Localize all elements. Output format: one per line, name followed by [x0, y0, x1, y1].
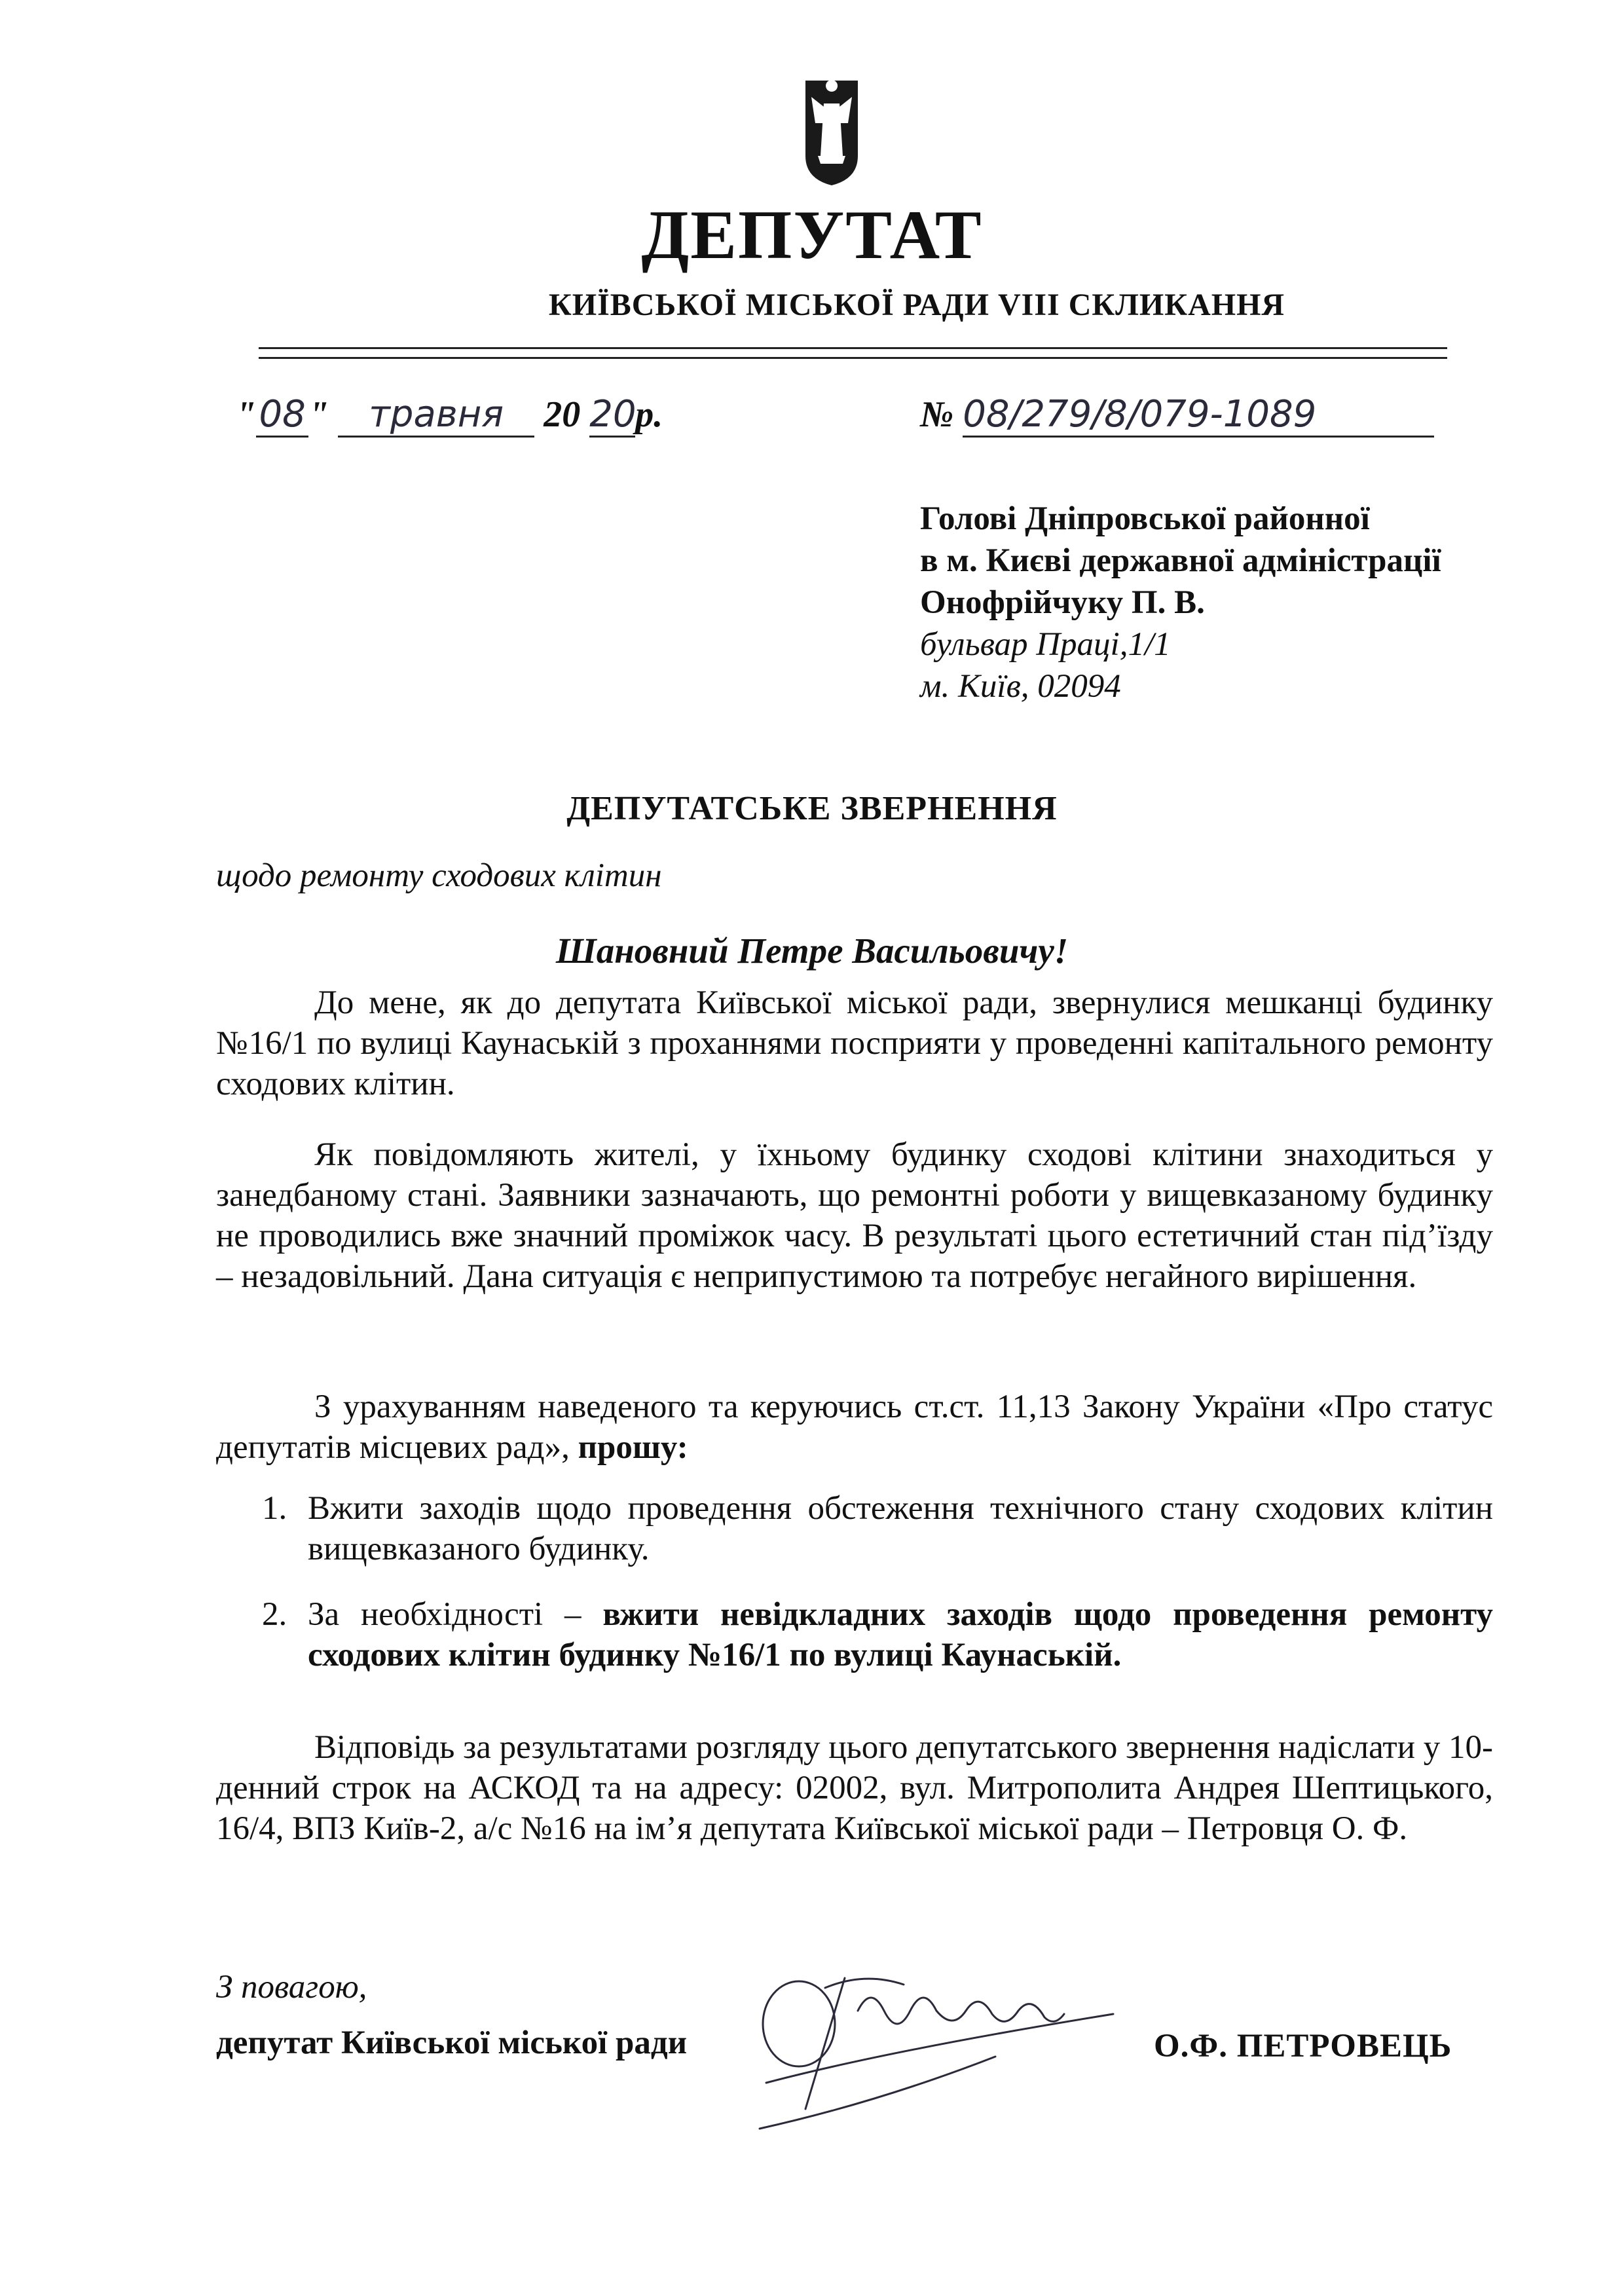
reference-label: № [920, 394, 954, 435]
letterhead-subtitle: КИЇВСЬКОЇ МІСЬКОЇ РАДИ VIII СКЛИКАННЯ [548, 288, 1285, 322]
addressee-city: м. Київ, 02094 [920, 668, 1121, 705]
date-day: 08 [256, 393, 308, 438]
body-paragraph-3 [216, 1387, 1493, 1468]
reference-line [920, 393, 1434, 438]
letterhead-rule-bottom [259, 357, 1447, 359]
date-year-abbr: р. [635, 394, 663, 435]
addressee-name: Онофрійчуку П. В. [920, 584, 1205, 621]
request-item-1 [262, 1488, 1493, 1569]
request-item-2-lead: За необхідності – [308, 1596, 603, 1633]
date-year-prefix: 20 [544, 394, 581, 435]
signer-name: О.Ф. ПЕТРОВЕЦЬ [1154, 2028, 1452, 2064]
date-month: травня [338, 393, 534, 438]
letterhead-title: ДЕПУТАТ [641, 196, 983, 273]
document-title: ДЕПУТАТСЬКЕ ЗВЕРНЕННЯ [566, 790, 1058, 827]
closing-phrase: З повагою, [216, 1969, 367, 2006]
request-item-1-number: 1. [262, 1490, 287, 1527]
body-paragraph-1: До мене, як до депутата Київської міської ради, звернулися мешканці будинку №16/1 по вулиці Каунаській з проханнями посприяти у проведенні капітального ремонту сходових клітин. [216, 984, 1493, 1102]
date-line [236, 393, 663, 438]
addressee-line-2: в м. Києві державної адміністрації [920, 542, 1441, 579]
addressee-line-1: Голові Дніпровської районної [920, 500, 1370, 537]
salutation: Шановний Петре Васильовичу! [555, 931, 1069, 971]
document-subject: щодо ремонту сходових клітин [216, 857, 662, 894]
request-item-2 [262, 1594, 1493, 1675]
letterhead-rule-top [259, 347, 1447, 349]
body-paragraph-2: Як повідомляють жителі, у їхньому будинку сходові клітини знаходиться у занедбаному стані. Заявники зазначають, що ремонтні роботи у вищевказаному будинку не проводились вже значний проміжок часу. В результаті цього естетичний стан під’їзду – незадовільний. Дана ситуація є неприпустимою та потребує негайного вирішення. [216, 1136, 1493, 1295]
request-item-2-text [308, 1594, 1493, 1675]
date-year-suffix: 20 [589, 393, 635, 438]
addressee-block [920, 498, 1441, 707]
request-item-1-text: Вжити заходів щодо проведення обстеження технічного стану сходових клітин вищевказаного будинку. [308, 1490, 1493, 1567]
reference-number: 08/279/8/079-1089 [963, 393, 1434, 438]
handwritten-signature [747, 1952, 1153, 2148]
request-item-2-number: 2. [262, 1596, 287, 1633]
body-paragraph-3-request: прошу: [578, 1429, 688, 1466]
body-paragraph-3-text: З урахуванням наведеного та керуючись ст.ст. 11,13 Закону України «Про статус депутатів місцевих рад», [216, 1389, 1493, 1466]
signer-title: депутат Київської міської ради [216, 2024, 688, 2061]
body-paragraph-4: Відповідь за результатами розгляду цього депутатського звернення надіслати у 10-денний строк на АСКОД та на адресу: 02002, вул. Митрополита Андрея Шептицького, 16/4, ВПЗ Київ-2, а/с №16 на ім’я депутата Київської міської ради – Петровця О. Ф. [216, 1729, 1493, 1847]
request-item-2-bold: вжити невідкладних заходів щодо проведення ремонту сходових клітин будинку №16/1 по вулиці Каунаській. [308, 1596, 1494, 1673]
addressee-street: бульвар Праці,1/1 [920, 626, 1171, 663]
date-close-quote: " [308, 394, 329, 435]
kyiv-coat-of-arms-icon [802, 77, 861, 189]
date-open-quote: " [236, 394, 257, 435]
